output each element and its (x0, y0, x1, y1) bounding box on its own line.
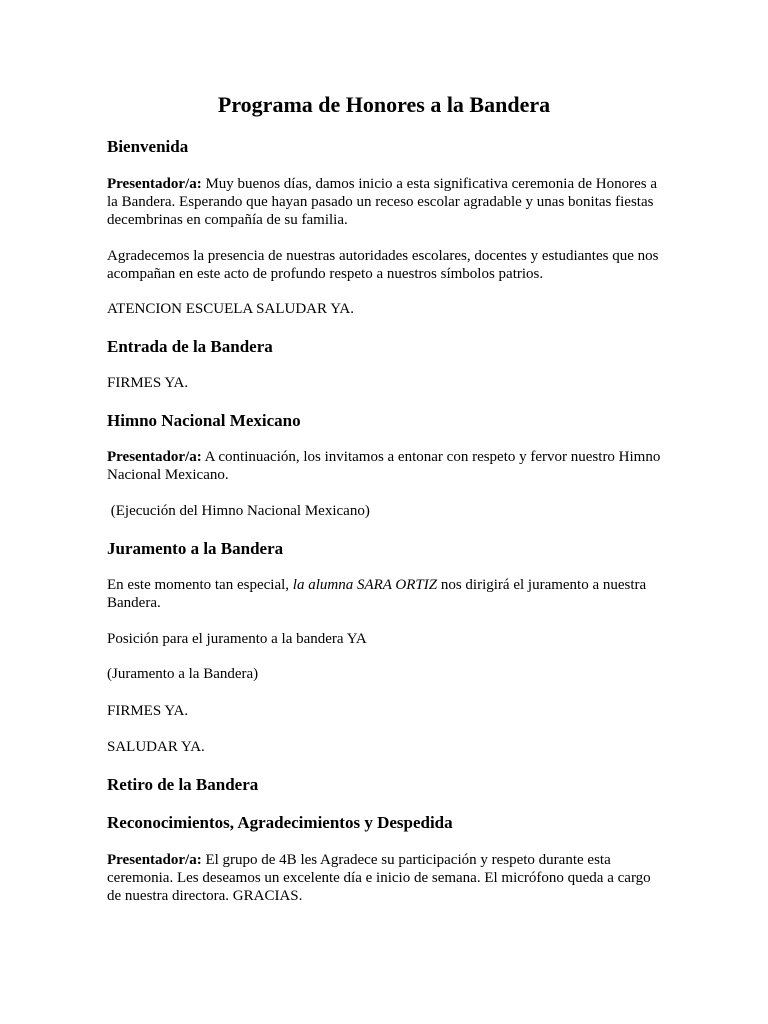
paragraph-text: nos dirigirá el juramento a nuestra Bandera. (107, 577, 647, 611)
heading-bienvenida: Bienvenida (107, 137, 189, 156)
paragraph-juramento-5: SALUDAR YA. (107, 739, 205, 755)
heading-entrada: Entrada de la Bandera (107, 337, 273, 356)
paragraph-despedida-1 (107, 851, 667, 905)
paragraph-himno-2: (Ejecución del Himno Nacional Mexicano) (107, 503, 370, 519)
paragraph-juramento-1 (107, 576, 667, 612)
paragraph-juramento-2: Posición para el juramento a la bandera YA (107, 631, 367, 647)
paragraph-bienvenida-3: ATENCION ESCUELA SALUDAR YA. (107, 301, 354, 317)
paragraph-juramento-3: (Juramento a la Bandera) (107, 666, 259, 682)
student-name: la alumna SARA ORTIZ (292, 577, 438, 593)
speaker-label: Presentador/a: (107, 176, 202, 192)
paragraph-juramento-4: FIRMES YA. (107, 703, 189, 719)
paragraph-text: El grupo de 4B les Agradece su participación y respeto durante esta ceremonia. Les deseamos un excelente día e inicio de semana. El micrófono queda a cargo de nuestra directora. GRACIAS. (107, 852, 651, 904)
heading-himno: Himno Nacional Mexicano (107, 411, 301, 430)
speaker-label: Presentador/a: (107, 852, 202, 868)
paragraph-himno-1 (107, 448, 667, 484)
heading-despedida: Reconocimientos, Agradecimientos y Despedida (107, 813, 453, 832)
speaker-label: Presentador/a: (107, 449, 202, 465)
paragraph-text: En este momento tan especial, (107, 577, 293, 593)
paragraph-text: Muy buenos días, damos inicio a esta significativa ceremonia de Honores a la Bandera. Esperando que hayan pasado un receso escolar agradable y unas bonitas fiestas decembrinas en compañía de su familia. (107, 176, 657, 228)
heading-juramento: Juramento a la Bandera (107, 539, 284, 558)
paragraph-bienvenida-2: Agradecemos la presencia de nuestras autoridades escolares, docentes y estudiantes que nos acompañan en este acto de profundo respeto a nuestros símbolos patrios. (107, 248, 659, 282)
paragraph-text: A continuación, los invitamos a entonar con respeto y fervor nuestro Himno Nacional Mexicano. (107, 449, 661, 483)
paragraph-entrada-1: FIRMES YA. (107, 375, 189, 391)
document-title: Programa de Honores a la Bandera (217, 92, 551, 117)
paragraph-bienvenida-1 (107, 175, 667, 229)
heading-retiro: Retiro de la Bandera (107, 775, 259, 794)
